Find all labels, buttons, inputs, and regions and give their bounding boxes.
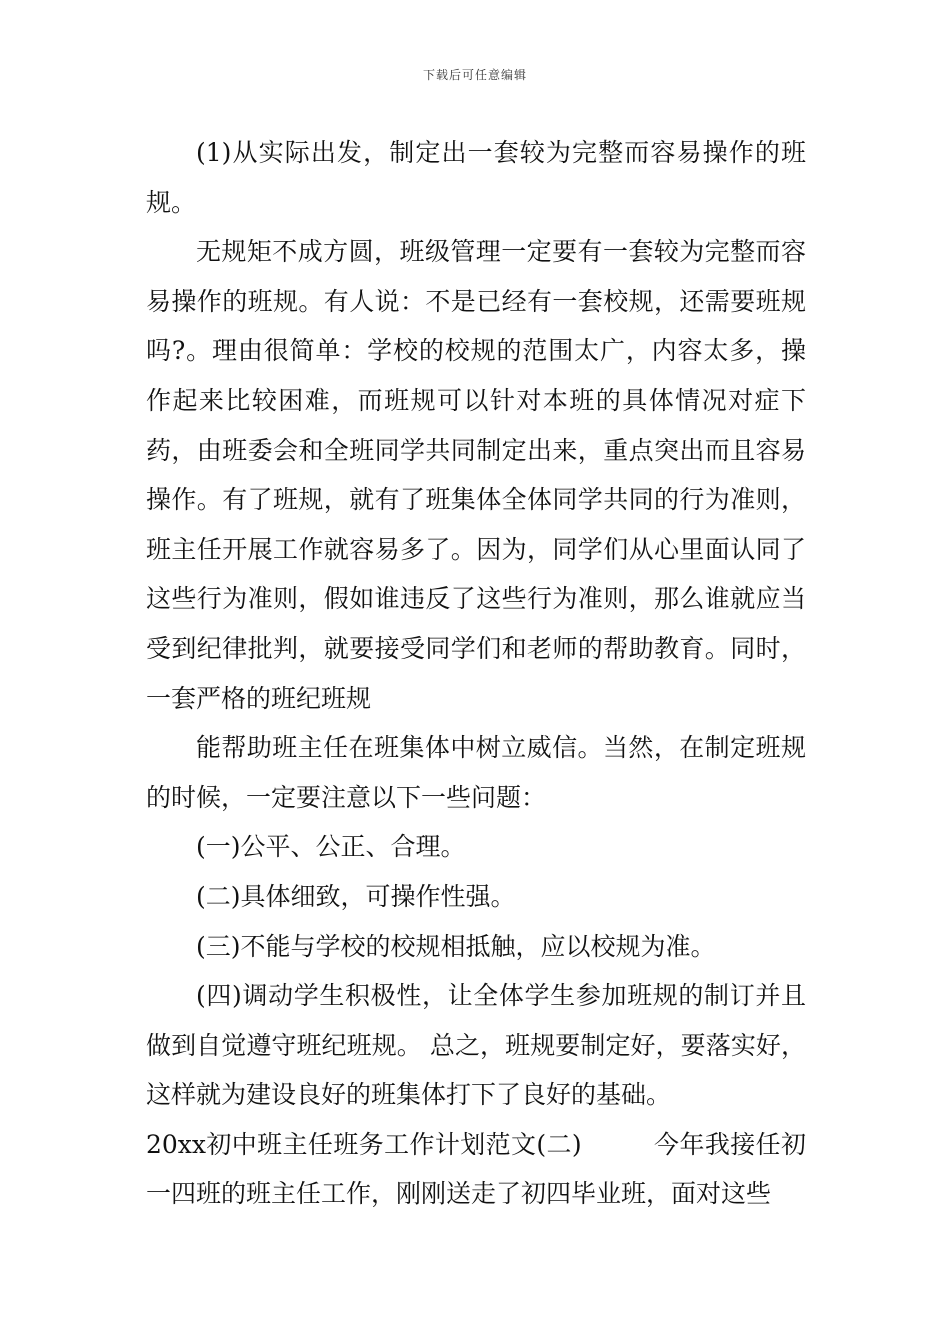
paragraph-principle-one: (一)公平、公正、合理。: [196, 832, 466, 862]
section-two-text: 今年我接任初一四班的班主任工作，刚刚送走了初四毕业班，面对这些: [146, 1129, 806, 1209]
page-header-note: 下载后可任意编辑: [422, 68, 527, 82]
section-heading: 20xx初中班主任班务工作计划范文(二): [146, 1129, 582, 1159]
document-body: [146, 128, 806, 1219]
paragraph-principle-four: (四)调动学生积极性，让全体学生参加班规的制订并且做到自觉遵守班纪班规。 总之，班规要制定好，要落实好，这样就为建设良好的班集体打下了良好的基础。: [146, 981, 806, 1110]
paragraph-principle-two: (二)具体细致，可操作性强。: [196, 881, 516, 911]
paragraph-rules-authority: 能帮助班主任在班集体中树立威信。当然，在制定班规的时候，一定要注意以下一些问题：: [146, 733, 806, 812]
paragraph-section-two: [146, 1120, 806, 1219]
paragraph-class-rules-intro: (1)从实际出发，制定出一套较为完整而容易操作的班规。: [146, 138, 806, 217]
paragraph-principle-three: (三)不能与学校的校规相抵触，应以校规为准。: [196, 931, 716, 961]
paragraph-rules-importance: 无规矩不成方圆，班级管理一定要有一套较为完整而容易操作的班规。有人说：不是已经有一套校规，还需要班规吗?。理由很简单：学校的校规的范围太广，内容太多，操作起来比较困难，而班规可以针对本班的具体情况对症下药，由班委会和全班同学共同制定出来，重点突出而且容易操作。有了班规，就有了班集体全体同学共同的行为准则，班主任开展工作就容易多了。因为，同学们从心里面认同了这些行为准则，假如谁违反了这些行为准则，那么谁就应当受到纪律批判，就要接受同学们和老师的帮助教育。同时，一套严格的班纪班规: [146, 237, 806, 713]
